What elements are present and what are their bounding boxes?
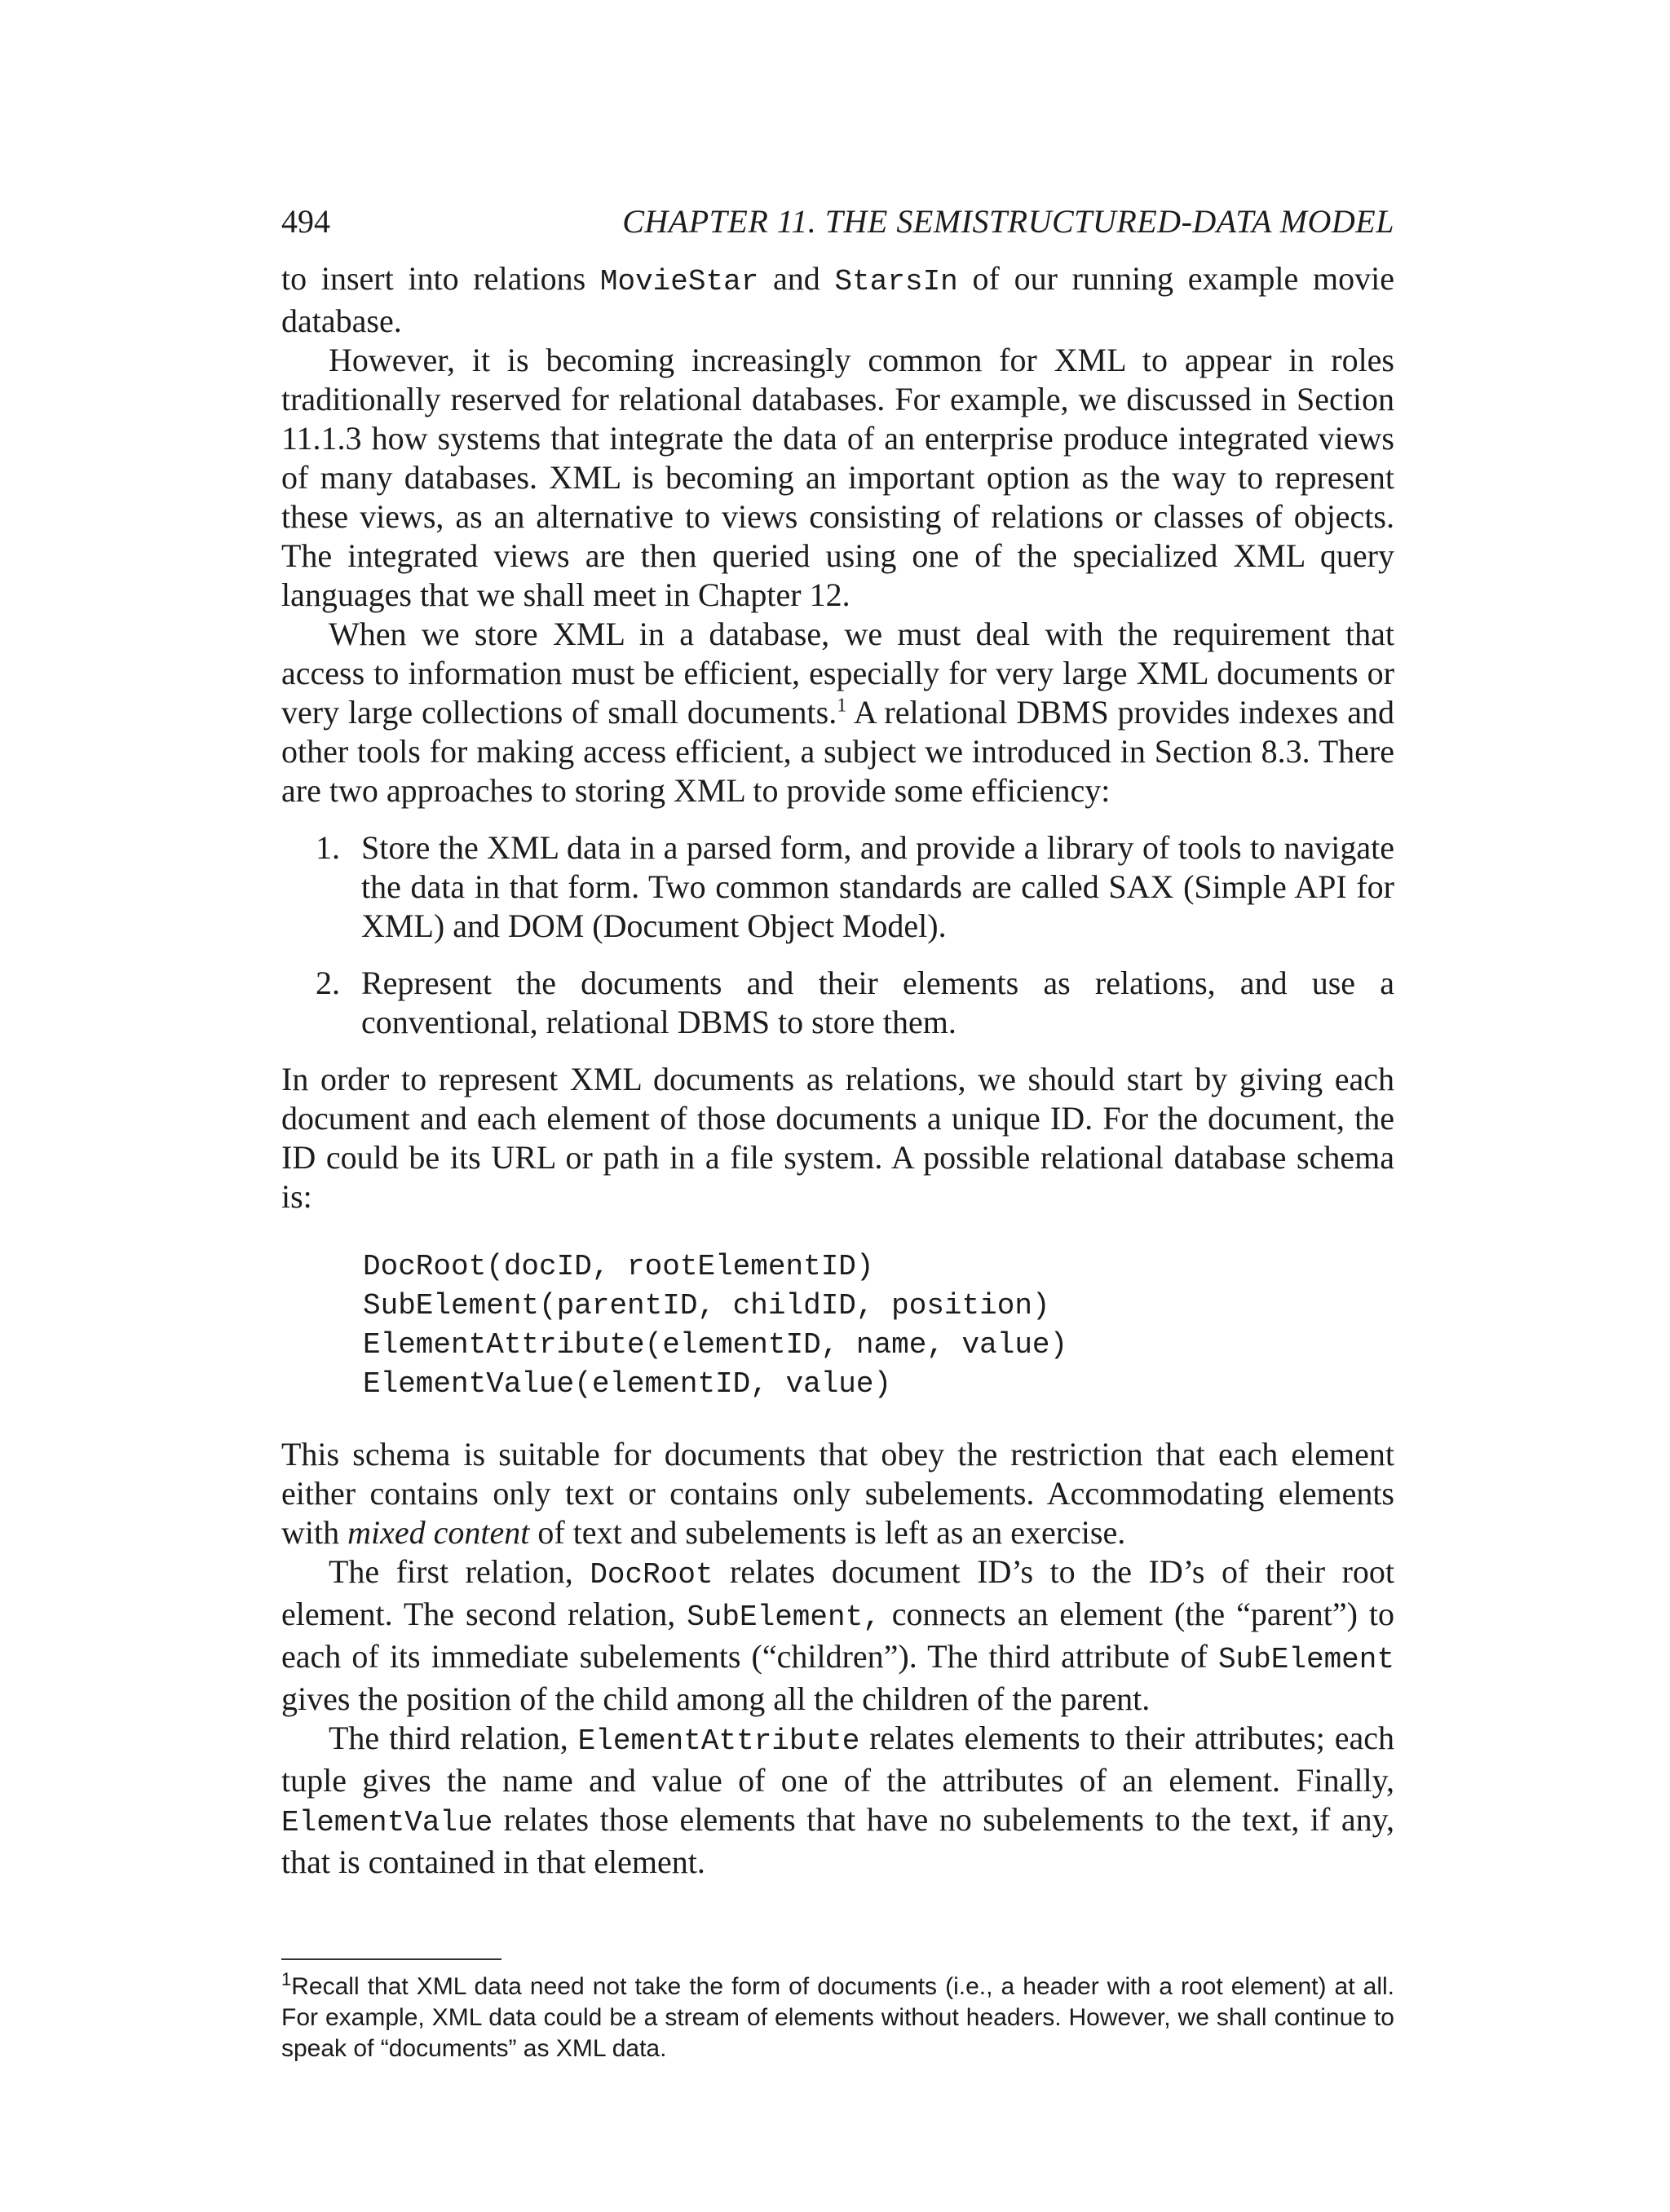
code-moviestar: MovieStar (599, 265, 759, 298)
paragraph-1 (281, 259, 1394, 341)
text-run: and (758, 260, 835, 297)
approaches-list (281, 828, 1394, 1042)
footnote (281, 1971, 1394, 2064)
text-run: When we store XML in a database, we must deal with the requirement that access to information must be efficient, especially for very large XML documents or very large collections of small documents. (281, 616, 1394, 731)
paragraph-5 (281, 1435, 1394, 1552)
list-number: 1. (316, 829, 340, 866)
text-run: The third relation, (329, 1720, 578, 1756)
text-run: relates those elements that have no subelements to the text, if any, that is contained in that element. (281, 1801, 1394, 1880)
schema-code-block (363, 1247, 1394, 1404)
text-run: to insert into relations (281, 260, 600, 297)
paragraph-3 (281, 615, 1394, 810)
emphasis-mixed-content: mixed content (347, 1514, 530, 1551)
text-run: of text and subelements is left as an exercise. (529, 1514, 1126, 1551)
running-head: CHAPTER 11. THE SEMISTRUCTURED-DATA MODEL (622, 203, 1394, 240)
list-item-text: Store the XML data in a parsed form, and provide a library of tools to navigate the data in that form. Two common standards are called SAX (Simple API for XML) and DOM (Document Object Model). (361, 829, 1394, 944)
code-docroot: DocRoot (590, 1558, 714, 1592)
list-item-text: Represent the documents and their elements as relations, and use a conventional, relational DBMS to store them. (361, 965, 1394, 1040)
paragraph-6 (281, 1552, 1394, 1719)
text-run: This schema is suitable for documents that obey the restriction that each element either contains only text or contains only subelements. Accommodating elements with (281, 1436, 1394, 1551)
paragraph-7 (281, 1719, 1394, 1882)
paragraph-4: In order to represent XML documents as relations, we should start by giving each document and each element of those documents a unique ID. For the document, the ID could be its URL or path in a file system. A possible relational database schema is: (281, 1061, 1394, 1215)
text-run: A relational DBMS provides indexes and other tools for making access efficient, a subject we introduced in Section 8.3. There are two approaches to storing XML to provide some efficiency: (281, 694, 1394, 809)
footnote-divider (281, 1958, 501, 1960)
page-header (281, 202, 1394, 245)
text-run: The first relation, (329, 1553, 590, 1590)
footnote-mark: 1 (281, 1969, 292, 1989)
page-body (281, 259, 1394, 1882)
code-elementvalue: ElementValue (281, 1806, 493, 1839)
code-elementattribute: ElementAttribute (577, 1724, 860, 1758)
text-run: gives the position of the child among all the children of the parent. (281, 1680, 1151, 1717)
footnote-reference: 1 (837, 695, 847, 717)
text-run: relates document ID’s to the ID’s of their root element. The second relation, (281, 1553, 1394, 1632)
code-subelement: SubElement (1217, 1643, 1394, 1676)
paragraph-2: However, it is becoming increasingly common for XML to appear in roles traditionally reserved for relational databases. For example, we discussed in Section 11.1.3 how systems that integrate the data of an enterprise produce integrated views of many databases. XML is becoming an important option as the way to represent these views, as an alternative to views consisting of relations or classes of objects. The integrated views are then queried using one of the specialized XML query languages that we shall meet in Chapter 12. (281, 342, 1394, 613)
footnote-text: Recall that XML data need not take the form of documents (i.e., a header with a root element) at all. For example, XML data could be a stream of elements without headers. However, we shall continue to speak of “documents” as XML data. (281, 1973, 1394, 2062)
list-number: 2. (316, 965, 340, 1001)
text-run: connects an element (the “parent”) to each of its immediate subelements (“children”). The third attribute of (281, 1596, 1394, 1675)
page-number: 494 (281, 203, 330, 240)
text-run: of our running example movie database. (281, 260, 1394, 339)
list-item (281, 828, 1394, 946)
code-starsin: StarsIn (834, 265, 958, 298)
text-run: relates elements to their attributes; each tuple gives the name and value of one of the attributes of an element. Finally, (281, 1720, 1394, 1799)
list-item (281, 964, 1394, 1042)
schema-line: ElementValue(elementID, value) (363, 1367, 892, 1401)
code-subelement: SubElement, (687, 1600, 881, 1634)
schema-line: ElementAttribute(elementID, name, value) (363, 1328, 1068, 1362)
schema-line: SubElement(parentID, childID, position) (363, 1289, 1050, 1322)
schema-line: DocRoot(docID, rootElementID) (363, 1250, 874, 1283)
